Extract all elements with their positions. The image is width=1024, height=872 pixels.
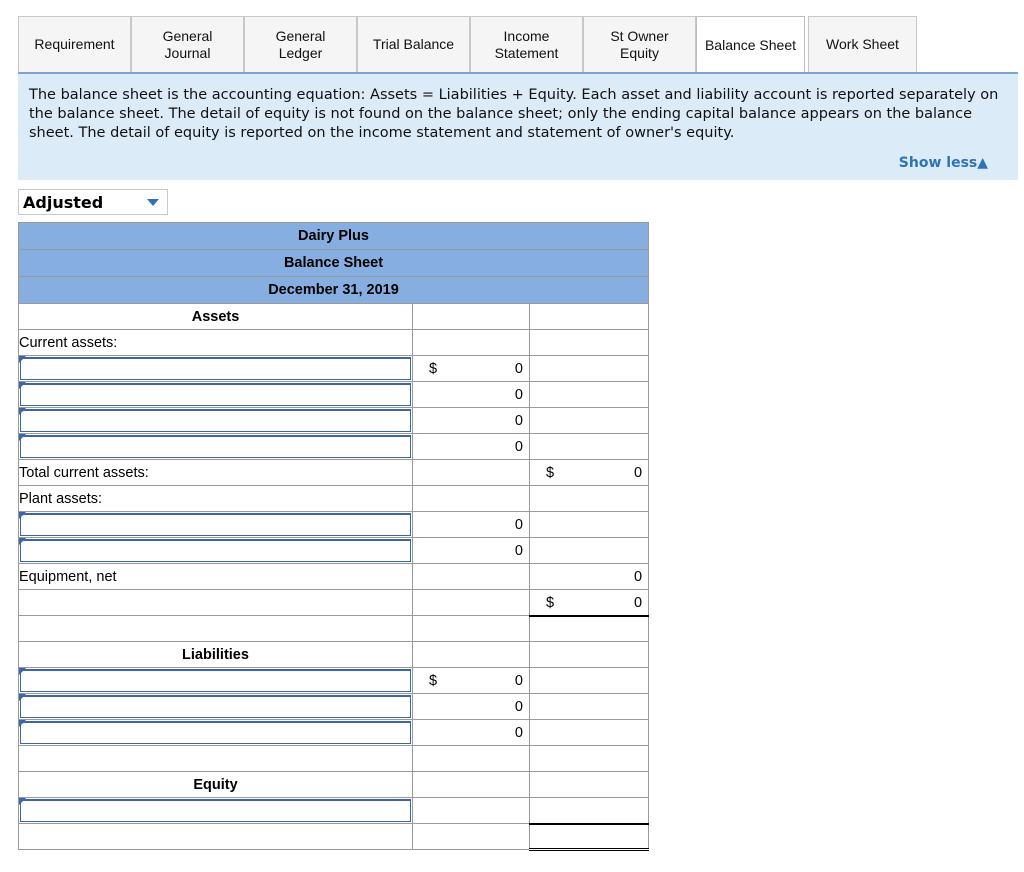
current-asset-amount xyxy=(413,408,530,434)
tab-work-sheet[interactable] xyxy=(808,16,917,72)
dropdown-flag-icon xyxy=(19,538,26,545)
tab-label: General xyxy=(162,27,213,44)
total-assets-amount xyxy=(530,590,649,616)
amount-value: 0 xyxy=(514,517,523,533)
tab-income-statement[interactable] xyxy=(470,16,583,72)
tab-label: Work Sheet xyxy=(826,36,899,52)
tab-label: Trial Balance xyxy=(372,36,455,52)
tab-label: Requirement xyxy=(34,36,115,52)
amount-value: 0 xyxy=(514,725,523,741)
tab-label: St Owner xyxy=(610,27,669,44)
equity-heading: Equity xyxy=(19,772,413,798)
amount-value: 0 xyxy=(633,569,643,585)
amount-value: 0 xyxy=(514,387,523,403)
current-asset-account-select[interactable] xyxy=(19,356,413,382)
equity-account-select[interactable] xyxy=(19,798,413,824)
total-current-assets-amount xyxy=(530,460,649,486)
liability-account-select[interactable] xyxy=(19,720,413,746)
dollar-sign: $ xyxy=(546,595,555,611)
chevron-down-icon xyxy=(147,199,159,206)
tab-general-journal[interactable] xyxy=(131,16,244,72)
statement-title: Balance Sheet xyxy=(19,250,649,277)
dollar-sign: $ xyxy=(429,673,438,689)
current-asset-account-select[interactable] xyxy=(19,382,413,408)
tab-balance-sheet[interactable] xyxy=(696,16,805,74)
current-asset-account-select[interactable] xyxy=(19,434,413,460)
total-liabilities-equity-amount[interactable] xyxy=(530,824,649,850)
current-assets-label: Current assets: xyxy=(19,330,413,356)
amount-value: 0 xyxy=(514,699,523,715)
statement-date: December 31, 2019 xyxy=(19,277,649,304)
trial-balance-select[interactable] xyxy=(18,189,168,215)
instructions-panel xyxy=(18,74,1018,180)
plant-asset-account-select[interactable] xyxy=(19,538,413,564)
dropdown-flag-icon xyxy=(19,356,26,363)
plant-asset-amount xyxy=(413,512,530,538)
dropdown-flag-icon xyxy=(19,694,26,701)
total-current-assets-label: Total current assets: xyxy=(19,460,413,486)
amount-value: 0 xyxy=(633,595,643,611)
plant-assets-label: Plant assets: xyxy=(19,486,413,512)
liability-amount xyxy=(413,720,530,746)
dollar-sign: $ xyxy=(429,361,438,377)
dollar-sign: $ xyxy=(546,465,555,481)
current-asset-amount xyxy=(413,356,530,382)
tab-label: Ledger xyxy=(278,44,323,61)
tab-label: General xyxy=(275,27,326,44)
liabilities-heading: Liabilities xyxy=(19,642,413,668)
dropdown-flag-icon xyxy=(19,434,26,441)
tab-st-owner-equity[interactable] xyxy=(583,16,696,72)
assets-heading: Assets xyxy=(19,304,413,330)
dropdown-flag-icon xyxy=(19,382,26,389)
current-asset-amount xyxy=(413,382,530,408)
liability-amount xyxy=(413,668,530,694)
show-less-link[interactable]: Show less▲ xyxy=(898,155,988,171)
instructions-text: The balance sheet is the accounting equation: Assets = Liabilities + Equity. Each asset and liability account is reported separately on the balance sheet. The detail of equity is not found on the balance sheet; only the ending capital balance appears on the balance sheet. The detail of equity is reported on the income statement and statement of owner's equity. xyxy=(29,87,999,141)
current-asset-account-select[interactable] xyxy=(19,408,413,434)
tab-label: Journal xyxy=(164,44,211,61)
total-assets-label-cell xyxy=(19,590,413,616)
amount-value: 0 xyxy=(514,543,523,559)
amount-value: 0 xyxy=(514,673,523,689)
dropdown-flag-icon xyxy=(19,798,26,805)
tab-requirement[interactable] xyxy=(18,16,131,72)
liability-account-select[interactable] xyxy=(19,694,413,720)
equipment-net-amount xyxy=(530,564,649,590)
tab-general-ledger[interactable] xyxy=(244,16,357,72)
tab-label: Balance Sheet xyxy=(704,37,797,53)
liability-amount xyxy=(413,694,530,720)
equipment-net-label: Equipment, net xyxy=(19,564,413,590)
select-value: Adjusted xyxy=(23,192,104,212)
amount-value: 0 xyxy=(514,413,523,429)
plant-asset-amount xyxy=(413,538,530,564)
amount-value: 0 xyxy=(514,361,523,377)
dropdown-flag-icon xyxy=(19,408,26,415)
amount-value: 0 xyxy=(514,439,523,455)
balance-sheet-table xyxy=(18,222,649,851)
tab-label: Income xyxy=(503,27,550,44)
amount-value: 0 xyxy=(633,465,643,481)
tab-label: Statement xyxy=(494,44,559,61)
tab-label: Equity xyxy=(620,44,659,61)
current-asset-amount xyxy=(413,434,530,460)
liability-account-select[interactable] xyxy=(19,668,413,694)
total-liabilities-equity-label-cell xyxy=(19,824,413,850)
dropdown-flag-icon xyxy=(19,668,26,675)
tab-trial-balance[interactable] xyxy=(357,16,470,72)
dropdown-flag-icon xyxy=(19,720,26,727)
dropdown-flag-icon xyxy=(19,512,26,519)
plant-asset-account-select[interactable] xyxy=(19,512,413,538)
company-name: Dairy Plus xyxy=(19,223,649,250)
